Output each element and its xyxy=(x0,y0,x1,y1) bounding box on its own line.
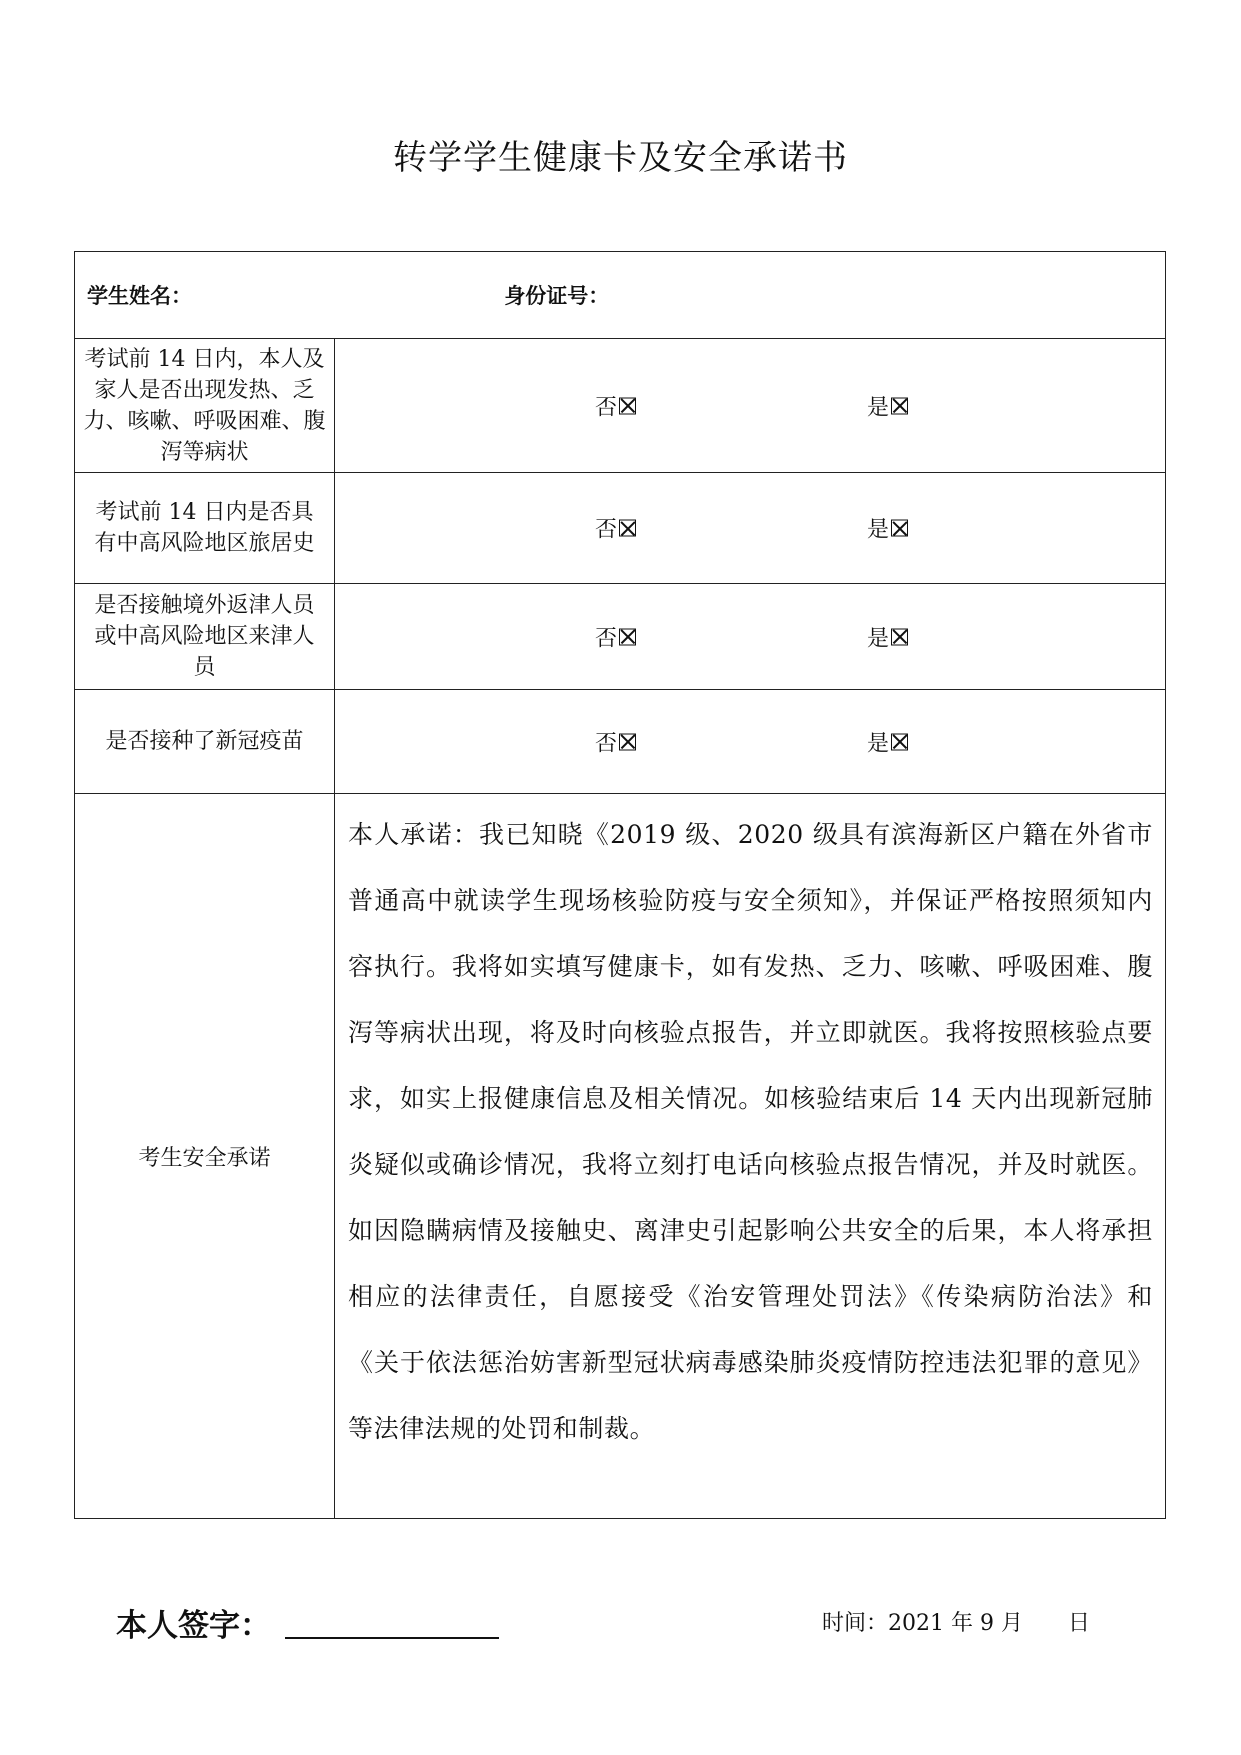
question-label: 考试前 14 日内，本人及家人是否出现发热、乏力、咳嗽、呼吸困难、腹泻等病状 xyxy=(75,339,335,473)
option-no[interactable] xyxy=(595,513,636,544)
checkbox-checked-icon[interactable] xyxy=(891,733,908,750)
checkbox-checked-icon[interactable] xyxy=(891,520,908,537)
question-label: 是否接种了新冠疫苗 xyxy=(75,690,335,794)
header-row xyxy=(75,252,1166,339)
date-day: 日 xyxy=(1067,1611,1090,1636)
header-cell xyxy=(75,252,1166,339)
checkbox-checked-icon[interactable] xyxy=(619,733,636,750)
question-row xyxy=(75,584,1166,690)
option-yes-label: 是 xyxy=(867,395,890,420)
question-options xyxy=(335,584,1166,690)
question-row xyxy=(75,339,1166,473)
question-label: 是否接触境外返津人员或中高风险地区来津人员 xyxy=(75,584,335,690)
option-yes-label: 是 xyxy=(867,517,890,543)
question-label: 考试前 14 日内是否具有中高风险地区旅居史 xyxy=(75,473,335,584)
option-yes-label: 是 xyxy=(867,626,890,651)
health-form-table xyxy=(74,251,1166,1519)
student-name-label: 学生姓名： xyxy=(87,284,192,308)
option-yes[interactable] xyxy=(867,726,908,757)
question-row xyxy=(75,473,1166,584)
option-no[interactable] xyxy=(595,726,636,757)
pledge-label: 考生安全承诺 xyxy=(75,794,335,1519)
option-no-label: 否 xyxy=(595,517,618,543)
date-prefix: 时间：2021 年 9 月 xyxy=(822,1611,1023,1636)
question-row xyxy=(75,690,1166,794)
pledge-text: 本人承诺：我已知晓《2019 级、2020 级具有滨海新区户籍在外省市普通高中就读学生现场核验防疫与安全须知》，并保证严格按照须知内容执行。我将如实填写健康卡，如有发热、乏力、咳嗽、呼吸困难、腹泻等病状出现，将及时向核验点报告，并立即就医。我将按照核验点要求，如实上报健康信息及相关情况。如核验结束后 14 天内出现新冠肺炎疑似或确诊情况，我将立刻打电话向核验点报告情况，并及时就医。如因隐瞒病情及接触史、离津史引起影响公共安全的后果，本人将承担相应的法律责任，自愿接受《治安管理处罚法》《传染病防治法》和《关于依法惩治妨害新型冠状病毒感染肺炎疫情防控违法犯罪的意见》等法律法规的处罚和制裁。 xyxy=(335,794,1166,1519)
option-no-label: 否 xyxy=(595,626,618,651)
option-no[interactable] xyxy=(595,621,636,652)
option-no-label: 否 xyxy=(595,731,618,756)
checkbox-checked-icon[interactable] xyxy=(619,520,636,537)
date-line xyxy=(822,1606,1090,1637)
signature-label: 本人签字： xyxy=(116,1608,271,1644)
option-no-label: 否 xyxy=(595,395,618,420)
pledge-row xyxy=(75,794,1166,1519)
checkbox-checked-icon[interactable] xyxy=(891,397,908,414)
checkbox-checked-icon[interactable] xyxy=(619,628,636,645)
option-no[interactable] xyxy=(595,390,636,421)
question-options xyxy=(335,473,1166,584)
option-yes[interactable] xyxy=(867,390,908,421)
checkbox-checked-icon[interactable] xyxy=(891,628,908,645)
option-yes[interactable] xyxy=(867,621,908,652)
signature-line[interactable] xyxy=(285,1637,499,1639)
question-options xyxy=(335,690,1166,794)
id-number-label: 身份证号： xyxy=(504,284,610,308)
checkbox-checked-icon[interactable] xyxy=(619,397,636,414)
option-yes[interactable] xyxy=(867,513,908,544)
option-yes-label: 是 xyxy=(867,731,890,756)
question-options xyxy=(335,339,1166,473)
page-title: 转学学生健康卡及安全承诺书 xyxy=(393,138,848,178)
